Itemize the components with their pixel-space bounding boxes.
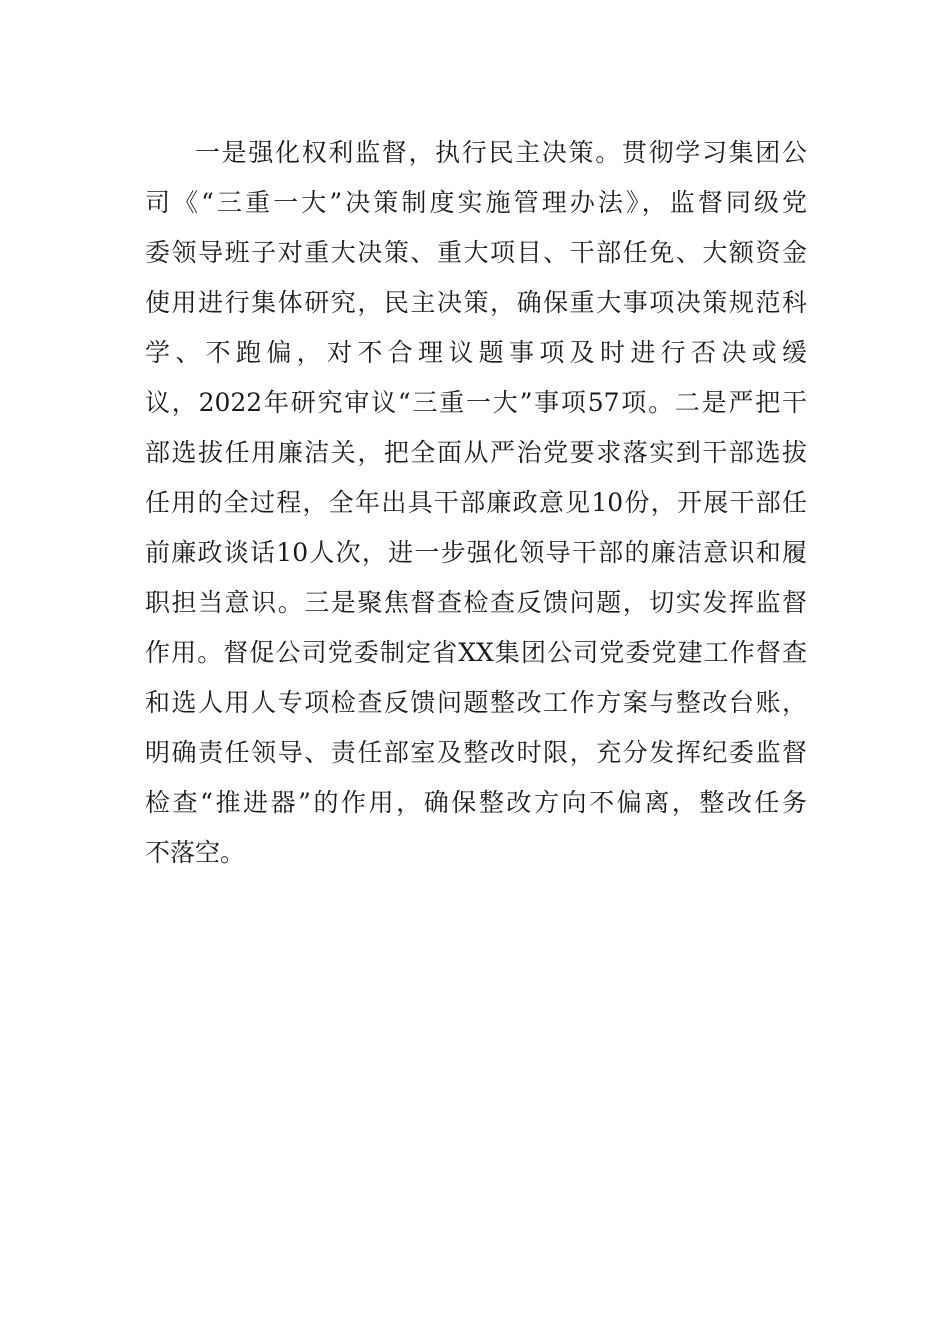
paragraph-line-4: 使用进行集体研究，民主决策，确保重大事项决策规范科 bbox=[145, 288, 807, 317]
paragraph-line-8: 任用的全过程，全年出具干部廉政意见10份，开展干部任 bbox=[145, 488, 807, 517]
paragraph-line-1: 一是强化权利监督，执行民主决策。贯彻学习集团公 bbox=[195, 138, 807, 167]
paragraph-line-3: 委领导班子对重大决策、重大项目、干部任免、大额资金 bbox=[145, 238, 807, 267]
paragraph-line-5: 学、不跑偏，对不合理议题事项及时进行否决或缓 bbox=[145, 338, 807, 367]
paragraph-line-14: 检查“推进器”的作用，确保整改方向不偏离，整改任务 bbox=[145, 788, 807, 817]
paragraph-line-15: 不落空。 bbox=[145, 838, 246, 867]
paragraph-line-13: 明确责任领导、责任部室及整改时限，充分发挥纪委监督 bbox=[145, 738, 807, 767]
paragraph-line-7: 部选拔任用廉洁关，把全面从严治党要求落实到干部选拔 bbox=[145, 438, 807, 467]
paragraph-line-9: 前廉政谈话10人次，进一步强化领导干部的廉洁意识和履 bbox=[145, 538, 807, 567]
body-paragraph bbox=[145, 128, 807, 878]
paragraph-line-2: 司《“三重一大”决策制度实施管理办法》，监督同级党 bbox=[145, 188, 807, 217]
paragraph-line-10: 职担当意识。三是聚焦督查检查反馈问题，切实发挥监督 bbox=[145, 588, 807, 617]
paragraph-line-6: 议，2022年研究审议“三重一大”事项57项。二是严把干 bbox=[145, 388, 807, 417]
paragraph-line-11: 作用。督促公司党委制定省XX集团公司党委党建工作督查 bbox=[145, 638, 807, 667]
paragraph-line-12: 和选人用人专项检查反馈问题整改工作方案与整改台账， bbox=[145, 688, 807, 717]
